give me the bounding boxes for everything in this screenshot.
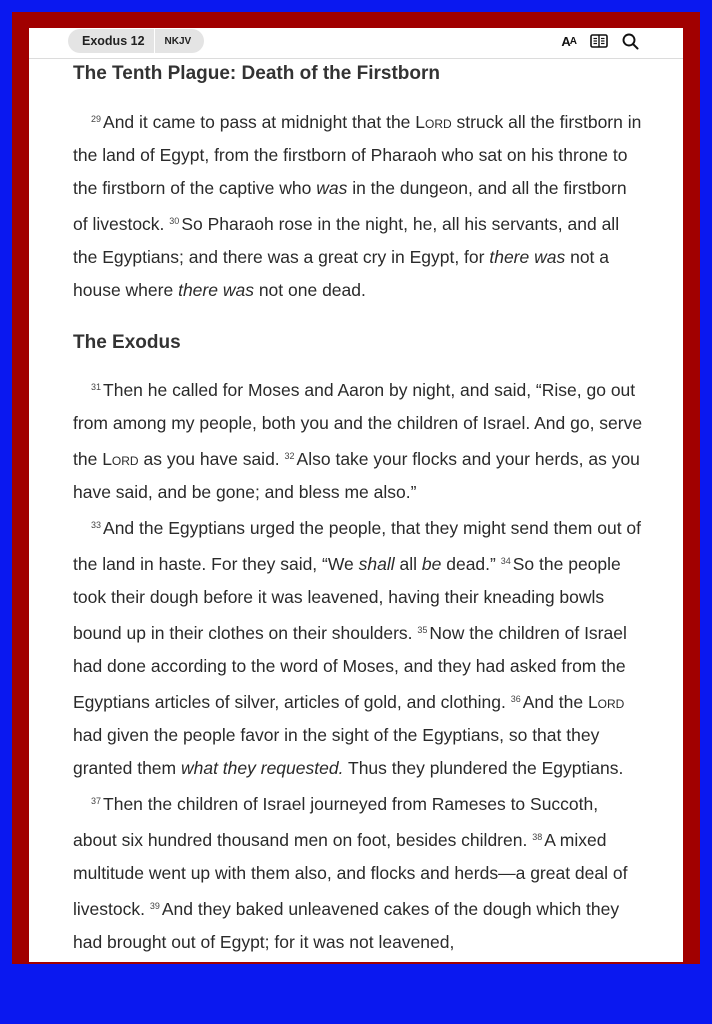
divine-name: Lord xyxy=(415,112,452,132)
paragraph xyxy=(73,785,643,959)
italic-text: there was xyxy=(178,280,254,300)
paragraph xyxy=(73,103,643,307)
divine-name: Lord xyxy=(587,692,625,712)
verse-number: 33 xyxy=(91,520,102,530)
verse-text: So Pharaoh rose in the night, he, all his servants, and all the Egyptians; and there was a great cry in Egypt, for xyxy=(73,214,620,267)
paragraph xyxy=(73,371,643,509)
section-heading: The Tenth Plague: Death of the Firstborn xyxy=(73,63,440,84)
verse-number: 29 xyxy=(91,114,102,124)
text-size-icon[interactable] xyxy=(561,32,576,50)
text-size-big-a: A xyxy=(561,33,570,49)
reader-page xyxy=(29,28,683,962)
italic-text: what they requested. xyxy=(180,758,344,778)
paragraph xyxy=(73,509,643,785)
verse-text: Also take your flocks and your herds, as you have said, and be gone; and bless me also.” xyxy=(73,449,640,502)
book-chapter-button[interactable]: Exodus 12 xyxy=(82,34,145,48)
toolbar-icons xyxy=(561,32,639,50)
section-heading: The Exodus xyxy=(73,332,181,353)
verse-text: Then he called for Moses and Aaron by night, and said, “Rise, go out from among my people, both you and the children of Israel. And go, serve the xyxy=(73,380,643,469)
italic-text: there was xyxy=(489,247,566,267)
verse-text: Then the children of Israel journeyed from Rameses to Succoth, about six hundred thousand men on foot, besides children. xyxy=(73,794,599,850)
verse-number: 39 xyxy=(149,901,160,911)
verse-text: not one dead. xyxy=(253,280,366,300)
verse-text: as you have said. xyxy=(138,449,285,469)
verse-text: struck all the firstborn in the land of Egypt, from the firstborn of Pharaoh who sat on his throne to the firstborn of the captive who xyxy=(73,112,642,198)
verse-number: 37 xyxy=(91,796,102,806)
verse-number: 32 xyxy=(284,451,295,461)
divine-name: Lord xyxy=(102,449,139,469)
verse-text: A mixed multitude went up with them also, and flocks and herds—a great deal of livestock. xyxy=(73,830,628,919)
reader-toolbar xyxy=(29,28,683,59)
passage-selector[interactable] xyxy=(68,29,204,53)
verse-number: 31 xyxy=(91,382,102,392)
verse-text: in the dungeon, and all the firstborn of livestock. xyxy=(73,178,627,234)
verse-text: all xyxy=(394,554,422,574)
verse-text: Now the children of Israel had done according to the word of Moses, and they had asked from the Egyptians articles of silver, articles of gold, and clothing. xyxy=(73,623,627,712)
search-icon[interactable] xyxy=(622,32,639,50)
verse-number: 35 xyxy=(417,625,428,635)
text-size-small-a: A xyxy=(569,35,576,47)
verse-number: 34 xyxy=(500,556,511,566)
scripture-content xyxy=(73,58,643,959)
verse-text: not a house where xyxy=(73,247,610,300)
italic-text: be xyxy=(421,554,442,574)
verse-text: And they baked unleavened cakes of the dough which they had brought out of Egypt; for it was not leavened, xyxy=(73,899,620,952)
version-button[interactable]: NKJV xyxy=(164,35,192,47)
italic-text: shall xyxy=(358,554,395,574)
verse-text: And the xyxy=(522,692,588,712)
verse-number: 36 xyxy=(510,694,521,704)
verse-text: Thus they plundered the Egyptians. xyxy=(343,758,624,778)
verse-number: 38 xyxy=(532,832,543,842)
italic-text: was xyxy=(316,178,348,198)
verse-text: dead.” xyxy=(441,554,501,574)
verse-text: So the people took their dough before it was leavened, having their kneading bowls bound up in their clothes on their shoulders. xyxy=(73,554,621,643)
verse-text: And the Egyptians urged the people, that they might send them out of the land in haste. For they said, “We xyxy=(73,518,642,574)
verse-text: had given the people favor in the sight of the Egyptians, so that they granted them xyxy=(73,725,600,778)
verse-text: And it came to pass at midnight that the xyxy=(103,112,416,132)
reader-icon[interactable] xyxy=(590,32,608,50)
verse-number: 30 xyxy=(169,216,180,226)
